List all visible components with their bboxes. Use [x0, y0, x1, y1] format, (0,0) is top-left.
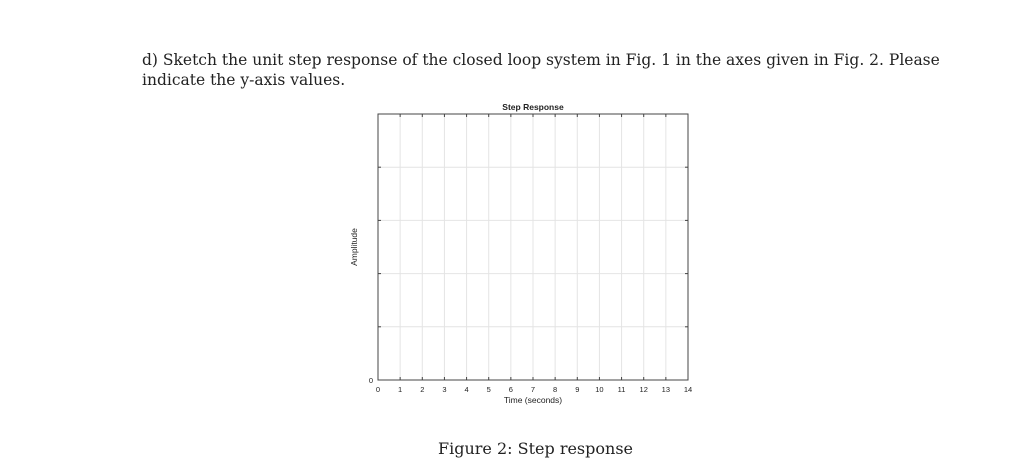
x-tick-label: 12: [639, 385, 648, 394]
x-axis-label: Time (seconds): [503, 395, 563, 405]
figure-caption: Figure 2: Step response: [438, 439, 633, 458]
x-tick-label: 8: [553, 385, 558, 394]
y-tick-label: 0: [368, 376, 373, 385]
x-tick-label: 6: [508, 385, 513, 394]
x-tick-label: 13: [661, 385, 671, 394]
y-axis-label: Amplitude: [349, 228, 359, 266]
x-tick-label: 4: [464, 385, 469, 394]
x-tick-label: 9: [575, 385, 580, 394]
x-tick-label: 10: [595, 385, 604, 394]
x-tick-label: 5: [486, 385, 491, 394]
x-tick-label: 3: [442, 385, 447, 394]
question-text: d) Sketch the unit step response of the closed loop system in Fig. 1 in the axes given in Fig. 2. Please indicate the y-axis values.: [142, 51, 940, 89]
x-tick-label: 7: [530, 385, 536, 394]
x-tick-label: 0: [375, 385, 381, 394]
x-tick-label: 1: [398, 385, 403, 394]
x-tick-label: 14: [683, 385, 693, 394]
x-tick-label: 11: [617, 385, 626, 394]
x-tick-label: 2: [420, 385, 425, 394]
chart-title: Step Response: [502, 102, 564, 112]
